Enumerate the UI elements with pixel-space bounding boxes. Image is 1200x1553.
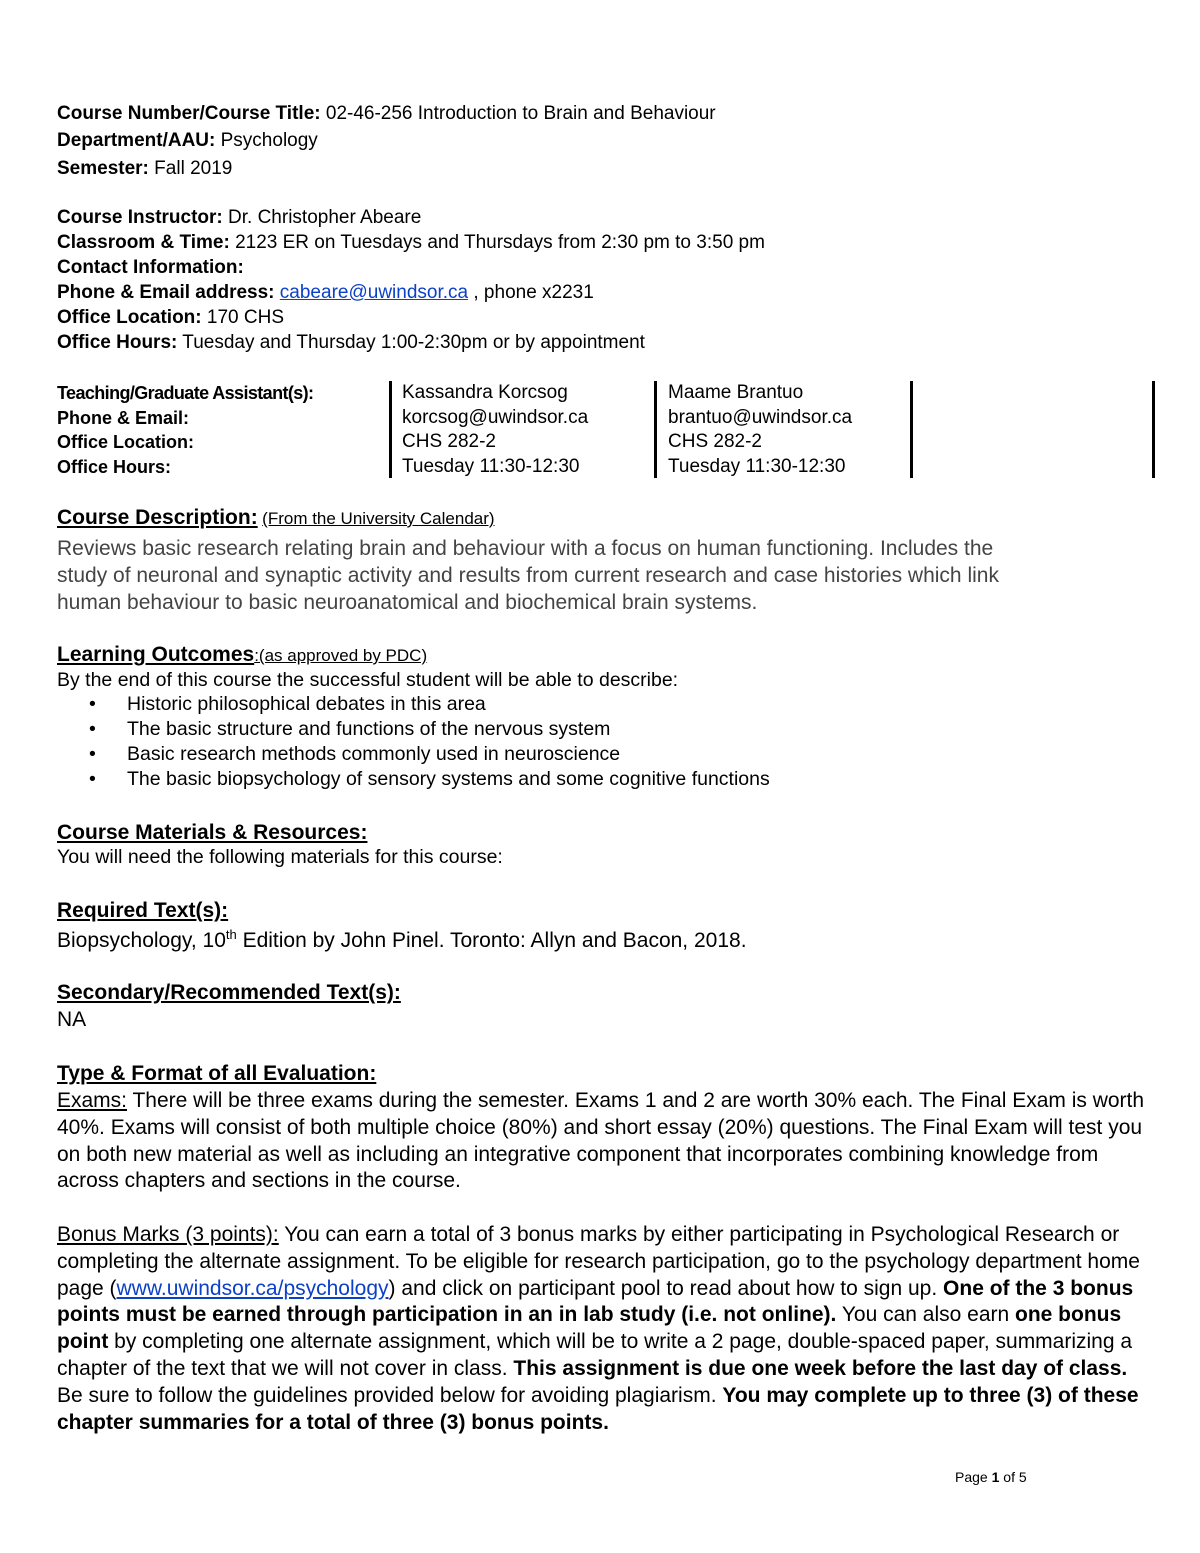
semester-line <box>57 157 232 181</box>
contact-label: Contact Information: <box>57 257 244 278</box>
ta-column-1 <box>402 381 588 479</box>
description-line: human behaviour to basic neuroanatomical and biochemical brain systems. <box>57 591 758 614</box>
ta-label: Office Hours: <box>57 456 172 477</box>
ta-office: CHS 282-2 <box>668 431 762 452</box>
classroom-line <box>57 231 765 255</box>
bonus-emphasis: This assignment is due one week before the last day of class. <box>513 1356 1128 1380</box>
of-word: of <box>999 1469 1019 1485</box>
description-heading-line <box>57 506 495 530</box>
ta-email: korcsog@uwindsor.ca <box>402 406 589 428</box>
exams-paragraph <box>57 1088 1152 1195</box>
course-title-value: 02-46-256 Introduction to Brain and Behaviour <box>320 103 716 124</box>
office-line <box>57 306 284 330</box>
bonus-text: You can earn a total of 3 bonus marks by either participating in Psychological Research or completing the alternate assignment. To be eligible for research participation, go to the psychology department home page ( <box>57 1223 1140 1300</box>
course-title-label: Course Number/Course Title: <box>57 103 321 124</box>
outcomes-heading: Learning Outcomes <box>57 643 255 666</box>
semester-label: Semester: <box>57 158 149 179</box>
description-text <box>57 535 999 616</box>
materials-heading: Course Materials & Resources: <box>57 821 368 844</box>
description-source: (From the University Calendar) <box>262 509 495 528</box>
course-title-line <box>57 102 716 126</box>
bonus-text: You can also earn <box>836 1303 1016 1327</box>
secondary-text-heading: Secondary/Recommended Text(s): <box>57 981 401 1004</box>
phone-email-label: Phone & Email address: <box>57 282 275 303</box>
contact-line <box>57 256 244 280</box>
ta-hours: Tuesday 11:30-12:30 <box>668 455 846 477</box>
bonus-emphasis: one bonus point <box>57 1303 1122 1354</box>
classroom-value: 2123 ER on Tuesdays and Thursdays from 2:30 pm to 3:50 pm <box>229 232 765 253</box>
list-item: • The basic structure and functions of the nervous system <box>57 717 770 742</box>
phone-email-line <box>57 281 594 305</box>
ta-label: Office Location: <box>57 432 195 452</box>
psychology-website-link[interactable]: www.uwindsor.ca/psychology <box>116 1276 389 1300</box>
outcomes-list <box>57 692 770 792</box>
department-value: Psychology <box>215 130 318 151</box>
table-divider <box>1152 381 1155 478</box>
bonus-emphasis: One of the 3 bonus points must be earned through participation in an in lab study (i.e. not online). <box>57 1276 1134 1327</box>
ta-office: CHS 282-2 <box>402 431 496 452</box>
office-hours-line <box>57 331 645 355</box>
description-line: study of neuronal and synaptic activity and results from current research and case histories which link <box>57 564 999 587</box>
ta-hours: Tuesday 11:30-12:30 <box>402 455 580 477</box>
required-text-title: Biopsychology, 10 <box>57 929 226 952</box>
list-item: • Historic philosophical debates in this area <box>57 692 770 717</box>
office-value: 170 CHS <box>201 307 284 328</box>
page-number: 1 <box>991 1469 1000 1485</box>
bonus-paragraph <box>57 1222 1152 1436</box>
page-footer <box>955 1469 1027 1485</box>
bonus-text: Be sure to follow the guidelines provided below for avoiding plagiarism. <box>57 1383 723 1407</box>
bonus-text: ) and click on participant pool to read about how to sign up. <box>388 1276 944 1300</box>
secondary-text-value: NA <box>57 1008 87 1031</box>
ta-column-2 <box>668 381 852 479</box>
page-total: 5 <box>1018 1469 1027 1485</box>
bonus-emphasis: You may complete up to three (3) of these chapter summaries for a total of three (3) bonus points. <box>57 1383 1139 1434</box>
bonus-label: Bonus Marks (3 points): <box>57 1223 279 1246</box>
list-item: • Basic research methods commonly used in neuroscience <box>57 742 770 767</box>
ta-label: Teaching/Graduate Assistant(s): <box>57 383 314 403</box>
instructor-email-link[interactable]: cabeare@uwindsor.ca <box>279 282 469 303</box>
instructor-label: Course Instructor: <box>57 207 223 228</box>
ta-labels-column <box>57 381 313 479</box>
list-item: • The basic biopsychology of sensory systems and some cognitive functions <box>57 767 770 792</box>
ta-name: Kassandra Korcsog <box>402 382 568 403</box>
office-hours-label: Office Hours: <box>57 332 178 353</box>
required-text-superscript: th <box>225 927 237 942</box>
instructor-line <box>57 206 421 230</box>
instructor-value: Dr. Christopher Abeare <box>222 207 422 228</box>
ta-label: Phone & Email: <box>57 407 190 428</box>
outcomes-source: :(as approved by PDC) <box>254 646 428 665</box>
required-text <box>57 927 747 953</box>
ta-email: brantuo@uwindsor.ca <box>668 406 853 428</box>
semester-value: Fall 2019 <box>148 158 233 179</box>
department-line <box>57 129 318 153</box>
exams-text: There will be three exams during the semester. Exams 1 and 2 are worth 30% each. The Final Exam is worth 40%. Exams will consist of both multiple choice (80%) and short essay (20%) questions. The Final Exam will test you on both new material as well as including an integrative component that incorporates combining knowledge from across chapters and sections in the course. <box>57 1089 1145 1193</box>
required-text-heading: Required Text(s): <box>57 899 229 922</box>
materials-intro: You will need the following materials for this course: <box>57 846 503 868</box>
table-divider <box>389 381 392 478</box>
classroom-label: Classroom & Time: <box>57 232 230 253</box>
instructor-phone: , phone x2231 <box>468 282 594 303</box>
exams-label: Exams: <box>57 1089 128 1112</box>
department-label: Department/AAU: <box>57 130 216 151</box>
required-text-details: Edition by John Pinel. Toronto: Allyn and Bacon, 2018. <box>236 929 747 952</box>
description-heading: Course Description: <box>57 506 258 529</box>
bonus-text: by completing one alternate assignment, which will be to write a 2 page, double-spaced paper, summarizing a chapter of the text that we will not cover in class. <box>57 1330 1133 1380</box>
outcomes-intro: By the end of this course the successful student will be able to describe: <box>57 669 679 691</box>
ta-name: Maame Brantuo <box>668 382 804 403</box>
table-divider <box>910 381 913 478</box>
outcomes-heading-line <box>57 643 427 667</box>
table-divider <box>654 381 657 478</box>
page-word: Page <box>955 1469 992 1485</box>
evaluation-heading: Type & Format of all Evaluation: <box>57 1062 377 1085</box>
office-label: Office Location: <box>57 307 202 328</box>
office-hours-value: Tuesday and Thursday 1:00-2:30pm or by appointment <box>177 332 645 353</box>
description-line: Reviews basic research relating brain and behaviour with a focus on human functioning. Includes the <box>57 537 994 560</box>
